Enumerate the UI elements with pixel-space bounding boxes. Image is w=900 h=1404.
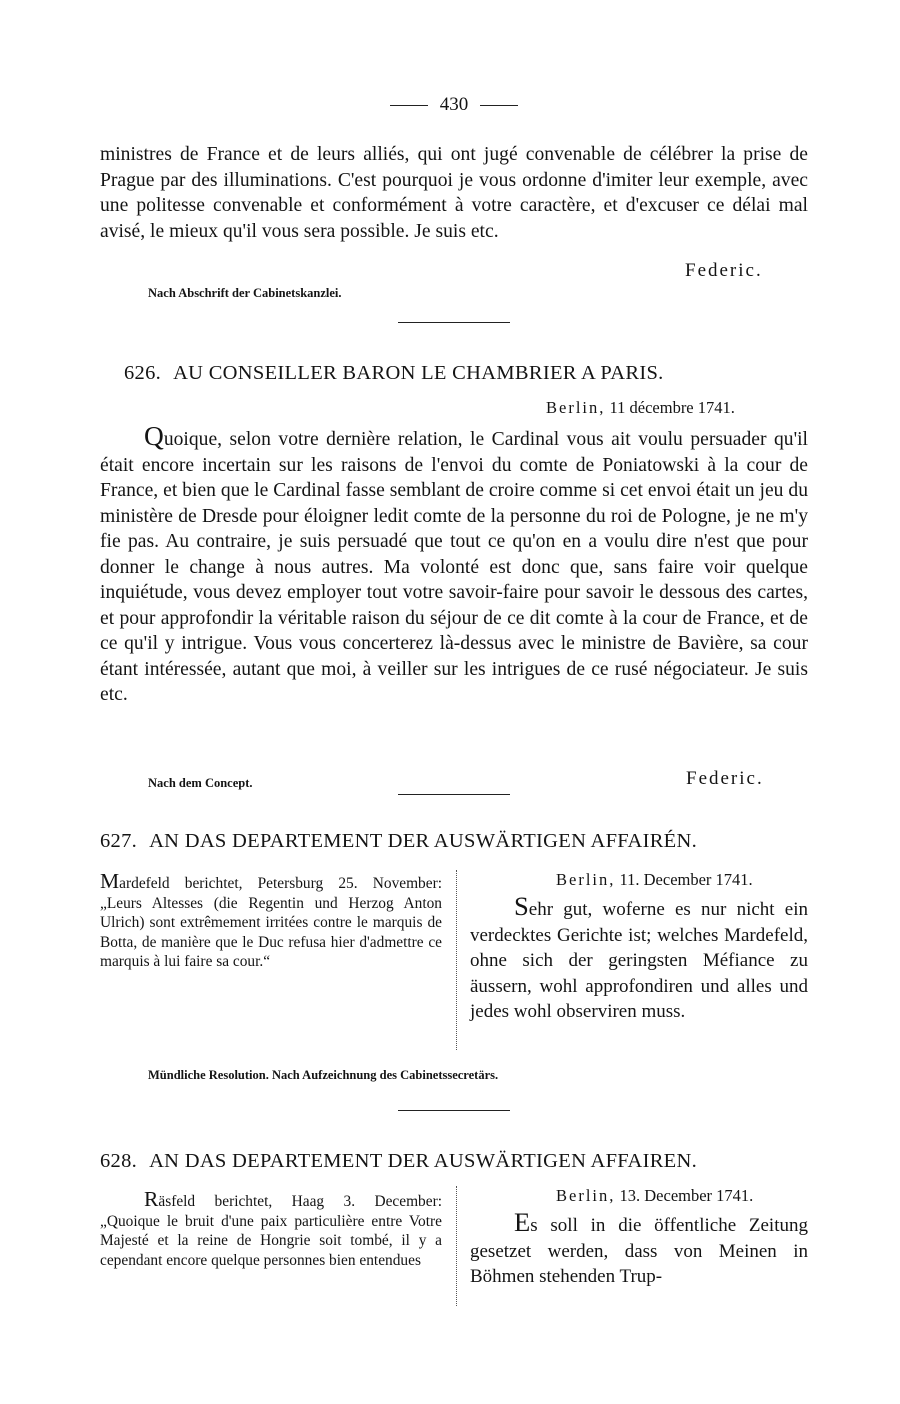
letter-628-report-text: äsfeld berichtet, Haag 3. December: „Quoique le bruit d'une paix particulière entre Votre Majesté et la reine de Hongrie soit tombé, il y a cependant encore quelque personnes bien entendues [100,1193,442,1269]
letter-628-resolution-initial: E [514,1207,531,1237]
header-dash-right [480,105,518,106]
letter-627-date-place: Berlin, [556,870,616,889]
letter-627-dateline [556,870,894,890]
section-divider [398,1110,510,1111]
letter-627-title: AN DAS DEPARTEMENT DER AUSWÄRTIGEN AFFAIRÉN. [149,830,698,852]
letter-627-report-initial: M [100,869,120,893]
letter-627-heading [100,830,808,853]
letter-628-report-initial: R [144,1187,159,1211]
letter-626-date-place: Berlin, [546,398,606,417]
letter-627-report-text: ardefeld berichtet, Petersburg 25. November: „Leurs Altesses (die Regentin und Herzog Anton Ulrich) sont extrêmement irritées contre le marquis de Botta, de manière que le Duc refusa hier d'admettre ce marquis à lui faire sa cour.“ [100,875,442,970]
continuation-block [100,142,808,244]
continuation-text: ministres de France et de leurs alliés, qui ont jugé convenable de célébrer la prise de Prague par des illuminations. C'est pourquoi je vous ordonne d'imiter leur exemple, avec une politesse convenable et conformément à votre caractère, et d'excuser ce délai mal avisé, le mieux qu'il vous sera possible. Je suis etc. [100,144,808,242]
page-number: 430 [439,94,469,115]
letter-628-date-place: Berlin, [556,1186,616,1205]
letter-628-heading [100,1150,808,1173]
page-header [100,94,808,116]
letter-626-heading [124,362,814,385]
letter-626-source-note: Nach dem Concept. [148,776,253,790]
letter-628-resolution-text: s soll in die öffentliche Zeitung gesetzet werden, dass von Meinen in Böhmen stehenden Trup- [470,1215,808,1287]
letter-626-initial: Q [144,421,164,451]
letter-627-source-note: Mündliche Resolution. Nach Aufzeichnung des Cabinetssecretärs. [148,1068,499,1082]
letter-626-date: 11 décembre 1741. [609,398,735,417]
letter-626-number: 626. [124,362,162,384]
section-divider [398,322,510,323]
letter-627-resolution-text: ehr gut, woferne es nur nicht ein verdecktes Gerichte ist; welches Mardefeld, ohne sich der geringsten Méfiance zu äussern, wohl approfondiren und alles und jedes wohl observiren muss. [470,899,808,1022]
letter-628-dateline [556,1186,894,1206]
letter-627-date: 11. December 1741. [619,870,753,889]
document-page [100,0,808,1404]
column-divider [456,1186,457,1306]
letter-628-date: 13. December 1741. [619,1186,754,1205]
letter-627-resolution [470,870,808,1025]
letter-627-resolution-initial: S [514,891,529,921]
letter-627-resolution-body [470,891,808,1025]
letter-627-number: 627. [100,830,138,852]
continuation-source-note: Nach Abschrift der Cabinetskanzlei. [148,286,342,300]
section-divider [398,794,510,795]
letter-626-signature: Federic. [686,768,764,789]
letter-626-body [100,421,808,708]
letter-628-resolution [470,1186,808,1290]
letter-626-dateline [546,398,735,418]
letter-628-resolution-body [470,1207,808,1290]
header-dash-left [390,105,428,106]
letter-626-text: uoique, selon votre dernière relation, le Cardinal vous ait voulu persuader qu'il était encore incertain sur les raisons de l'envoi du comte de Poniatowski à la cour de France, et bien que le Cardinal fasse semblant de croire comme si cet envoi était un jeu du ministère de Dresde pour éloigner ledit comte de la personne du roi de Pologne, je ne m'y fie pas. Au contraire, je suis persuadé que tout ce qu'on en a voulu dire n'est que pour donner le change à nous autres. Ma volonté est donc que, sans faire voir quelque inquiétude, vous devez employer tout votre savoir-faire pour savoir le dessous des cartes, et pour approfondir la véritable raison du séjour de ce dit comte à la cour de France, et de ce qu'il y intrigue. Vous vous concerterez là-dessus avec le ministre de Bavière, sa cour étant intéressée, autant que moi, à veiller sur les intrigues de ce rusé négociateur. Je suis etc. [100,429,808,705]
letter-626-title: AU CONSEILLER BARON LE CHAMBRIER A PARIS. [173,362,664,384]
column-divider [456,870,457,1050]
continuation-signature: Federic. [685,260,763,281]
letter-627-report [100,869,442,972]
letter-628-title: AN DAS DEPARTEMENT DER AUSWÄRTIGEN AFFAIREN. [149,1150,698,1172]
letter-628-number: 628. [100,1150,138,1172]
letter-628-report [100,1187,442,1270]
